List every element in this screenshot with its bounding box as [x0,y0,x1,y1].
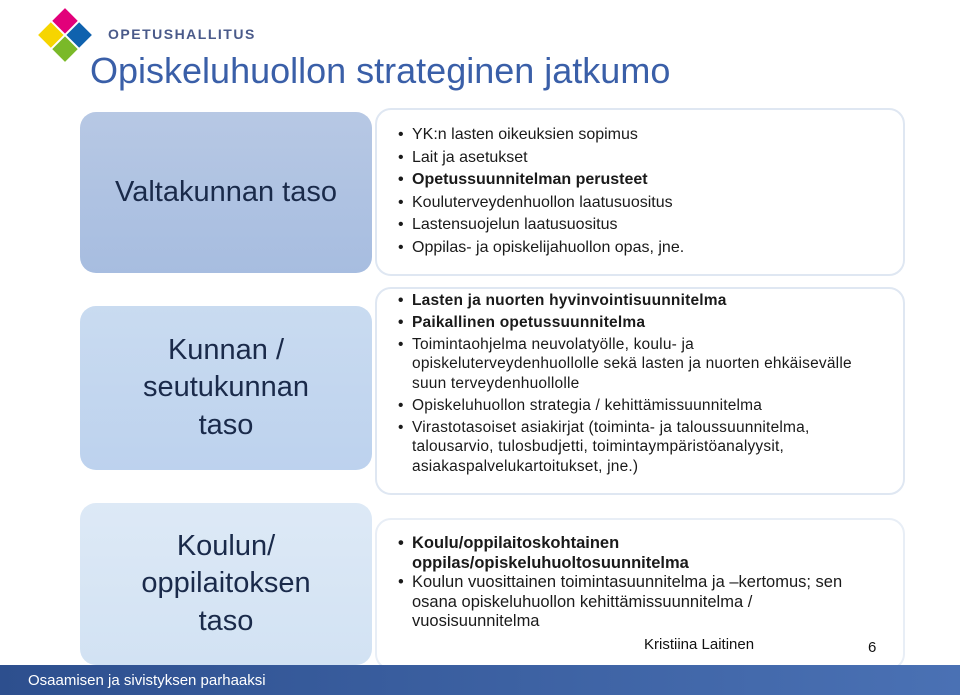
list-item: • Virastotasoiset asiakirjat (toiminta- ja taloussuunnitelma, talousarvio, tulosbudjetti, toimintaympäristöanalyysit, asiakaspalvelukartoitukset, jne.) [398,418,878,477]
page-number: 6 [868,639,877,656]
list-item: • Oppilas- ja opiskelijahuollon opas, jne. [398,237,684,260]
org-name: OPETUSHALLITUS [108,26,256,42]
list-item: • Lait ja asetukset [398,147,684,170]
list-item: • Koulu/oppilaitoskohtainen oppilas/opiskeluhuoltosuunnitelma [398,534,878,573]
list-item: • YK:n lasten oikeuksien sopimus [398,124,684,147]
list-item: • Lasten ja nuorten hyvinvointisuunnitelma [398,291,878,311]
list-item: • Kouluterveydenhuollon laatusuositus [398,192,684,215]
page-title: Opiskeluhuollon strateginen jatkumo [90,50,671,91]
level-box-municipal [80,306,372,470]
author-name: Kristiina Laitinen [644,636,755,653]
level-label-school: Koulun/ oppilaitoksen taso [141,530,311,637]
footer-slogan: Osaamisen ja sivistyksen parhaaksi [28,672,266,689]
national-items-list [398,124,684,259]
school-items-list [398,534,878,632]
list-item: • Opiskeluhuollon strategia / kehittämissuunnitelma [398,396,878,416]
list-item: • Toimintaohjelma neuvolatyölle, koulu- ja opiskeluterveydenhuollolle sekä lasten ja nuorten ehkäisevälle suun terveydenhuollolle [398,335,878,394]
list-item: • Paikallinen opetussuunnitelma [398,313,878,333]
level-label-municipal: Kunnan / seutukunnan taso [142,334,310,441]
list-item: • Koulun vuosittainen toimintasuunnitelma ja –kertomus; sen osana opiskeluhuollon kehittämissuunnitelma / vuosisuunnitelma [398,573,878,632]
level-label-national: Valtakunnan taso [115,175,337,208]
level-box-national [80,112,372,273]
municipal-items-list [398,288,878,476]
list-item: • Lastensuojelun laatusuositus [398,214,684,237]
level-box-school [80,503,372,665]
list-item: • Opetussuunnitelman perusteet [398,169,684,192]
